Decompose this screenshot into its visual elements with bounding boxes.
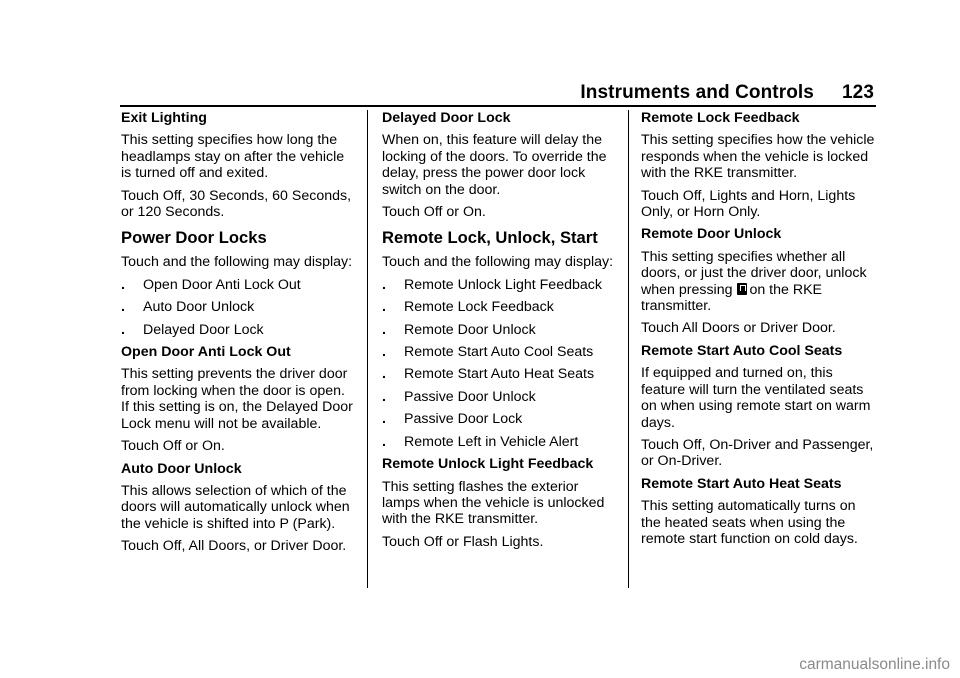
- delayed-lock-desc: When on, this feature will delay the locking of the doors. To override the delay, press the power door lock switch on the door.: [382, 132, 607, 198]
- column-divider-2: [628, 110, 629, 588]
- bullet-icon: .: [382, 276, 386, 293]
- open-door-desc: This setting prevents the driver door from locking when the door is open. If this setting is on, the Delayed Door Lock menu will not be available.: [121, 366, 353, 432]
- unlock-light-heading: Remote Unlock Light Feedback: [382, 456, 594, 473]
- header-rule: [120, 105, 876, 107]
- list-item: . Remote Unlock Light Feedback: [382, 276, 602, 293]
- delayed-lock-heading: Delayed Door Lock: [382, 110, 511, 126]
- page-number: 123: [841, 82, 874, 103]
- list-item: . Open Door Anti Lock Out: [121, 276, 301, 293]
- list-item: . Remote Door Unlock: [382, 321, 536, 338]
- auto-unlock-desc: This allows selection of which of the doors will automatically unlock when the vehicle is shifted into P (Park).: [121, 482, 350, 532]
- column-3: [641, 110, 875, 553]
- exit-lighting-options: Touch Off, 30 Seconds, 60 Seconds, or 120 Seconds.: [121, 187, 352, 221]
- open-door-options: Touch Off or On.: [121, 438, 225, 455]
- list-item: . Delayed Door Lock: [121, 321, 264, 338]
- door-unlock-options: Touch All Doors or Driver Door.: [641, 320, 836, 337]
- lock-feedback-desc: This setting specifies how the vehicle responds when the vehicle is locked with the RKE transmitter.: [641, 132, 875, 182]
- list-item: . Remote Left in Vehicle Alert: [382, 433, 579, 450]
- power-door-locks-heading: Power Door Locks: [121, 228, 267, 248]
- power-door-locks-intro: Touch and the following may display:: [121, 254, 353, 271]
- column-2: [382, 110, 616, 556]
- cool-seats-options: Touch Off, On-Driver and Passenger, or On-Driver.: [641, 436, 874, 470]
- bullet-icon: .: [121, 276, 125, 293]
- bullet-icon: .: [382, 388, 386, 405]
- bullet-icon: .: [382, 411, 386, 428]
- unlock-light-desc: This setting flashes the exterior lamps when the vehicle is unlocked with the RKE transmitter.: [382, 478, 605, 528]
- door-unlock-desc: This setting specifies whether all doors, or just the driver door, unlock when pressing on the RKE transmitter.: [641, 248, 867, 315]
- heat-seats-desc: This setting automatically turns on the heated seats when using the remote start function on cold days.: [641, 498, 858, 547]
- cool-seats-heading: Remote Start Auto Cool Seats: [641, 342, 843, 359]
- exit-lighting-heading: Exit Lighting: [121, 110, 207, 126]
- remote-lock-heading: Remote Lock, Unlock, Start: [382, 228, 598, 248]
- bullet-icon: .: [382, 433, 386, 450]
- section-title: Instruments and Controls: [580, 82, 814, 103]
- unlock-light-options: Touch Off or Flash Lights.: [382, 533, 544, 550]
- bullet-icon: .: [382, 366, 386, 383]
- list-item: . Remote Lock Feedback: [382, 299, 554, 316]
- bullet-icon: .: [382, 299, 386, 316]
- page-header: [580, 82, 874, 104]
- column-divider-1: [367, 110, 368, 588]
- unlock-key-icon: [737, 283, 747, 295]
- list-item: . Remote Start Auto Cool Seats: [382, 344, 594, 361]
- cool-seats-desc: If equipped and turned on, this feature will turn the ventilated seats on when using remote start on warm days.: [641, 365, 871, 431]
- bullet-icon: .: [121, 299, 125, 316]
- bullet-icon: .: [382, 344, 386, 361]
- list-item: . Remote Start Auto Heat Seats: [382, 366, 595, 383]
- heat-seats-heading: Remote Start Auto Heat Seats: [641, 475, 842, 492]
- door-unlock-heading: Remote Door Unlock: [641, 226, 782, 243]
- list-item: . Auto Door Unlock: [121, 299, 255, 316]
- lock-feedback-heading: Remote Lock Feedback: [641, 110, 800, 126]
- list-item: . Passive Door Lock: [382, 411, 523, 428]
- bullet-icon: .: [121, 321, 125, 338]
- auto-unlock-heading: Auto Door Unlock: [121, 460, 242, 477]
- open-door-heading: Open Door Anti Lock Out: [121, 344, 291, 361]
- remote-lock-intro: Touch and the following may display:: [382, 254, 614, 271]
- exit-lighting-desc: This setting specifies how long the headlamps stay on after the vehicle is turned off and exited.: [121, 132, 345, 182]
- delayed-lock-options: Touch Off or On.: [382, 204, 486, 221]
- list-item: . Passive Door Unlock: [382, 388, 536, 405]
- lock-feedback-options: Touch Off, Lights and Horn, Lights Only, or Horn Only.: [641, 187, 856, 221]
- auto-unlock-options: Touch Off, All Doors, or Driver Door.: [121, 538, 347, 555]
- column-1: [121, 110, 355, 561]
- bullet-icon: .: [382, 321, 386, 338]
- watermark: carmanualsonline.info: [799, 656, 950, 673]
